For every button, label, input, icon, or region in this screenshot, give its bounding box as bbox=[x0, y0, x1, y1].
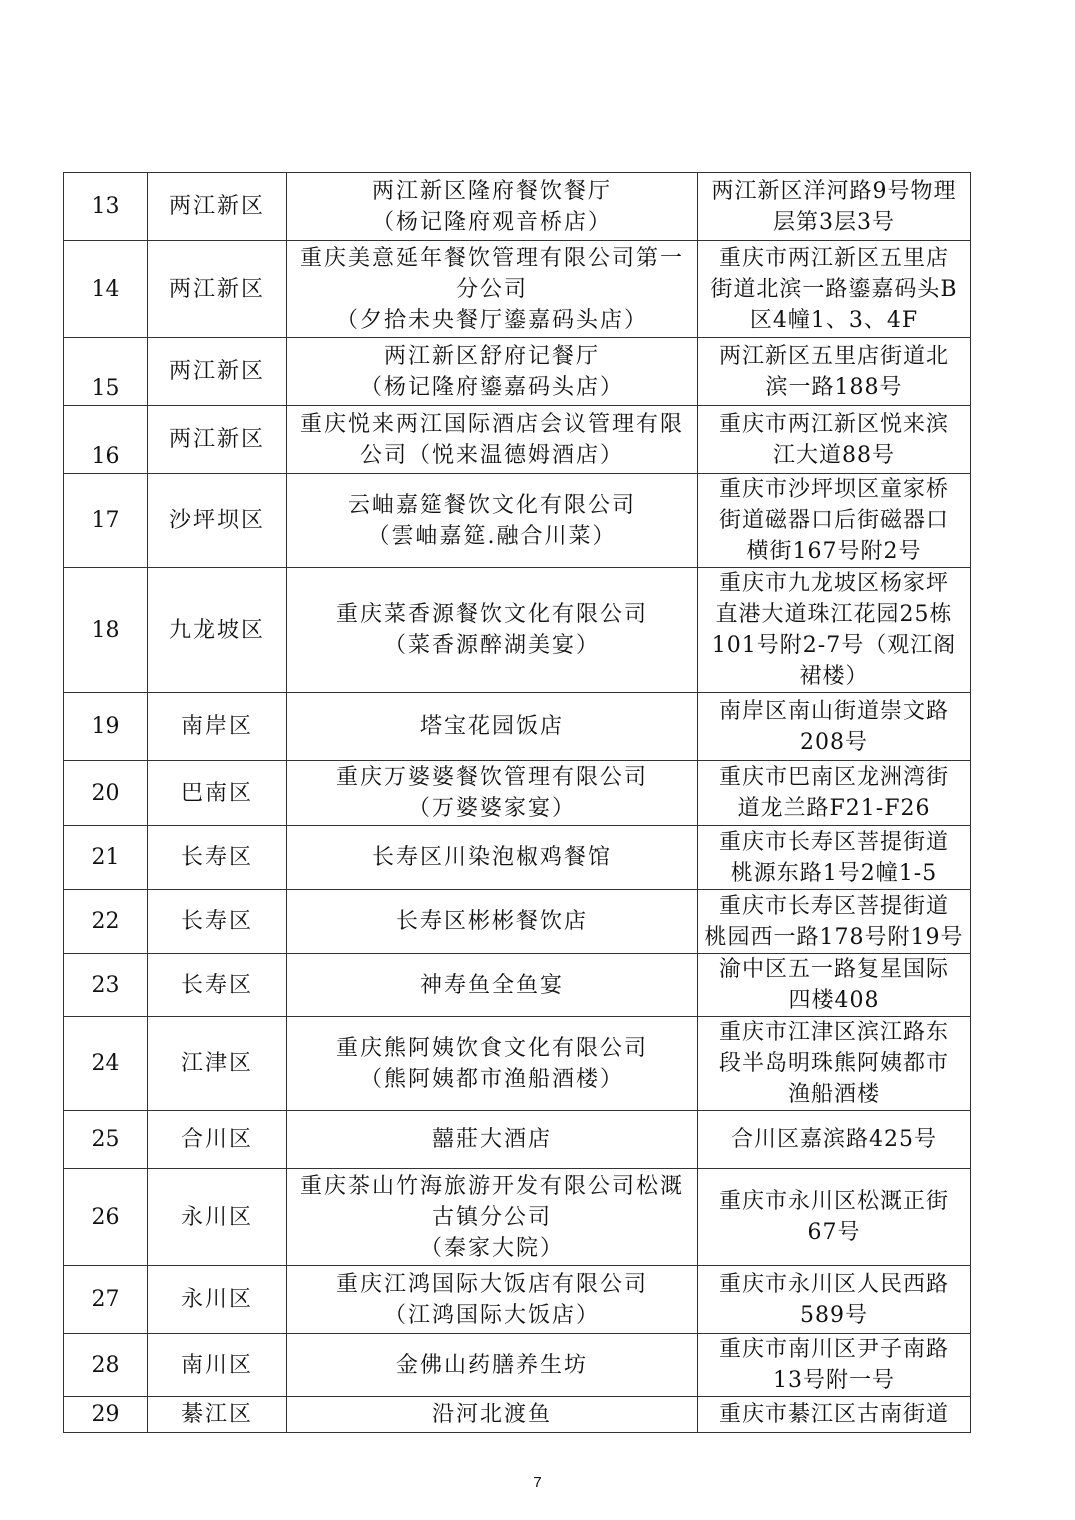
address-cell: 渝中区五一路复星国际 四楼408 bbox=[698, 954, 971, 1017]
row-number: 20 bbox=[64, 761, 148, 826]
row-number: 26 bbox=[64, 1169, 148, 1266]
row-number: 23 bbox=[64, 954, 148, 1017]
address-cell: 南岸区南山街道崇文路 208号 bbox=[698, 693, 971, 761]
district-cell: 九龙坡区 bbox=[148, 568, 287, 693]
table-row bbox=[64, 173, 971, 241]
row-number: 21 bbox=[64, 826, 148, 890]
table-row bbox=[64, 1266, 971, 1334]
row-number: 28 bbox=[64, 1334, 148, 1397]
district-cell: 两江新区 bbox=[148, 338, 287, 406]
restaurant-name-cell: 重庆万婆婆餐饮管理有限公司 （万婆婆家宴） bbox=[287, 761, 698, 826]
district-cell: 綦江区 bbox=[148, 1397, 287, 1433]
table-row bbox=[64, 1334, 971, 1397]
restaurant-name-cell: 两江新区舒府记餐厅 （杨记隆府鎏嘉码头店） bbox=[287, 338, 698, 406]
restaurant-name-cell: 塔宝花园饭店 bbox=[287, 693, 698, 761]
district-cell: 南岸区 bbox=[148, 693, 287, 761]
restaurant-name-cell: 云岫嘉筵餐饮文化有限公司 （雲岫嘉筵.融合川菜） bbox=[287, 474, 698, 568]
restaurant-table bbox=[63, 172, 971, 1433]
district-cell: 沙坪坝区 bbox=[148, 474, 287, 568]
district-cell: 长寿区 bbox=[148, 954, 287, 1017]
restaurant-name-cell: 两江新区隆府餐饮餐厅 （杨记隆府观音桥店） bbox=[287, 173, 698, 241]
table-row bbox=[64, 826, 971, 890]
table-row bbox=[64, 1169, 971, 1266]
address-cell: 重庆市长寿区菩提街道 桃源东路1号2幢1-5 bbox=[698, 826, 971, 890]
district-cell: 永川区 bbox=[148, 1266, 287, 1334]
address-cell: 重庆市永川区人民西路 589号 bbox=[698, 1266, 971, 1334]
restaurant-name-cell: 长寿区彬彬餐饮店 bbox=[287, 890, 698, 954]
district-cell: 两江新区 bbox=[148, 241, 287, 338]
table-row bbox=[64, 761, 971, 826]
district-cell: 长寿区 bbox=[148, 890, 287, 954]
table-body bbox=[64, 173, 971, 1433]
row-number: 18 bbox=[64, 568, 148, 693]
table-row bbox=[64, 1111, 971, 1169]
address-cell: 重庆市两江新区五里店 街道北滨一路鎏嘉码头B 区4幢1、3、4F bbox=[698, 241, 971, 338]
row-number: 15 bbox=[64, 338, 148, 406]
address-cell: 重庆市永川区松溉正街 67号 bbox=[698, 1169, 971, 1266]
restaurant-name-cell: 囍莊大酒店 bbox=[287, 1111, 698, 1169]
address-cell: 重庆市沙坪坝区童家桥 街道磁器口后街磁器口 横街167号附2号 bbox=[698, 474, 971, 568]
restaurant-name-cell: 重庆菜香源餐饮文化有限公司 （菜香源醉湖美宴） bbox=[287, 568, 698, 693]
row-number: 25 bbox=[64, 1111, 148, 1169]
row-number: 17 bbox=[64, 474, 148, 568]
page-number: 7 bbox=[533, 1474, 542, 1491]
address-cell: 重庆市南川区尹子南路 13号附一号 bbox=[698, 1334, 971, 1397]
address-cell: 合川区嘉滨路425号 bbox=[698, 1111, 971, 1169]
table-row bbox=[64, 693, 971, 761]
restaurant-name-cell: 神寿鱼全鱼宴 bbox=[287, 954, 698, 1017]
restaurant-name-cell: 重庆悦来两江国际酒店会议管理有限 公司（悦来温德姆酒店） bbox=[287, 406, 698, 474]
address-cell: 重庆市巴南区龙洲湾街 道龙兰路F21-F26 bbox=[698, 761, 971, 826]
table-row bbox=[64, 474, 971, 568]
restaurant-name-cell: 金佛山药膳养生坊 bbox=[287, 1334, 698, 1397]
district-cell: 两江新区 bbox=[148, 173, 287, 241]
address-cell: 重庆市长寿区菩提街道 桃园西一路178号附19号 bbox=[698, 890, 971, 954]
district-cell: 永川区 bbox=[148, 1169, 287, 1266]
table-row bbox=[64, 1397, 971, 1433]
address-cell: 重庆市江津区滨江路东 段半岛明珠熊阿姨都市 渔船酒楼 bbox=[698, 1017, 971, 1111]
address-cell: 重庆市綦江区古南街道 bbox=[698, 1397, 971, 1433]
district-cell: 南川区 bbox=[148, 1334, 287, 1397]
row-number: 24 bbox=[64, 1017, 148, 1111]
restaurant-name-cell: 重庆江鸿国际大饭店有限公司 （江鸿国际大饭店） bbox=[287, 1266, 698, 1334]
district-cell: 长寿区 bbox=[148, 826, 287, 890]
row-number: 27 bbox=[64, 1266, 148, 1334]
address-cell: 重庆市两江新区悦来滨 江大道88号 bbox=[698, 406, 971, 474]
row-number: 29 bbox=[64, 1397, 148, 1433]
restaurant-name-cell: 长寿区川染泡椒鸡餐馆 bbox=[287, 826, 698, 890]
row-number: 13 bbox=[64, 173, 148, 241]
table-row bbox=[64, 1017, 971, 1111]
district-cell: 合川区 bbox=[148, 1111, 287, 1169]
district-cell: 江津区 bbox=[148, 1017, 287, 1111]
table-row bbox=[64, 568, 971, 693]
restaurant-name-cell: 重庆美意延年餐饮管理有限公司第一 分公司 （夕拾未央餐厅鎏嘉码头店） bbox=[287, 241, 698, 338]
restaurant-name-cell: 重庆茶山竹海旅游开发有限公司松溉 古镇分公司 （秦家大院） bbox=[287, 1169, 698, 1266]
restaurant-name-cell: 沿河北渡鱼 bbox=[287, 1397, 698, 1433]
row-number: 22 bbox=[64, 890, 148, 954]
table-row bbox=[64, 890, 971, 954]
row-number: 14 bbox=[64, 241, 148, 338]
restaurant-name-cell: 重庆熊阿姨饮食文化有限公司 （熊阿姨都市渔船酒楼） bbox=[287, 1017, 698, 1111]
address-cell: 两江新区五里店街道北 滨一路188号 bbox=[698, 338, 971, 406]
row-number: 16 bbox=[64, 406, 148, 474]
table-row bbox=[64, 954, 971, 1017]
address-cell: 两江新区洋河路9号物理 层第3层3号 bbox=[698, 173, 971, 241]
row-number: 19 bbox=[64, 693, 148, 761]
table-row bbox=[64, 241, 971, 338]
address-cell: 重庆市九龙坡区杨家坪 直港大道珠江花园25栋 101号附2-7号（观江阁 裙楼） bbox=[698, 568, 971, 693]
district-cell: 两江新区 bbox=[148, 406, 287, 474]
table-row bbox=[64, 338, 971, 406]
district-cell: 巴南区 bbox=[148, 761, 287, 826]
table-row bbox=[64, 406, 971, 474]
